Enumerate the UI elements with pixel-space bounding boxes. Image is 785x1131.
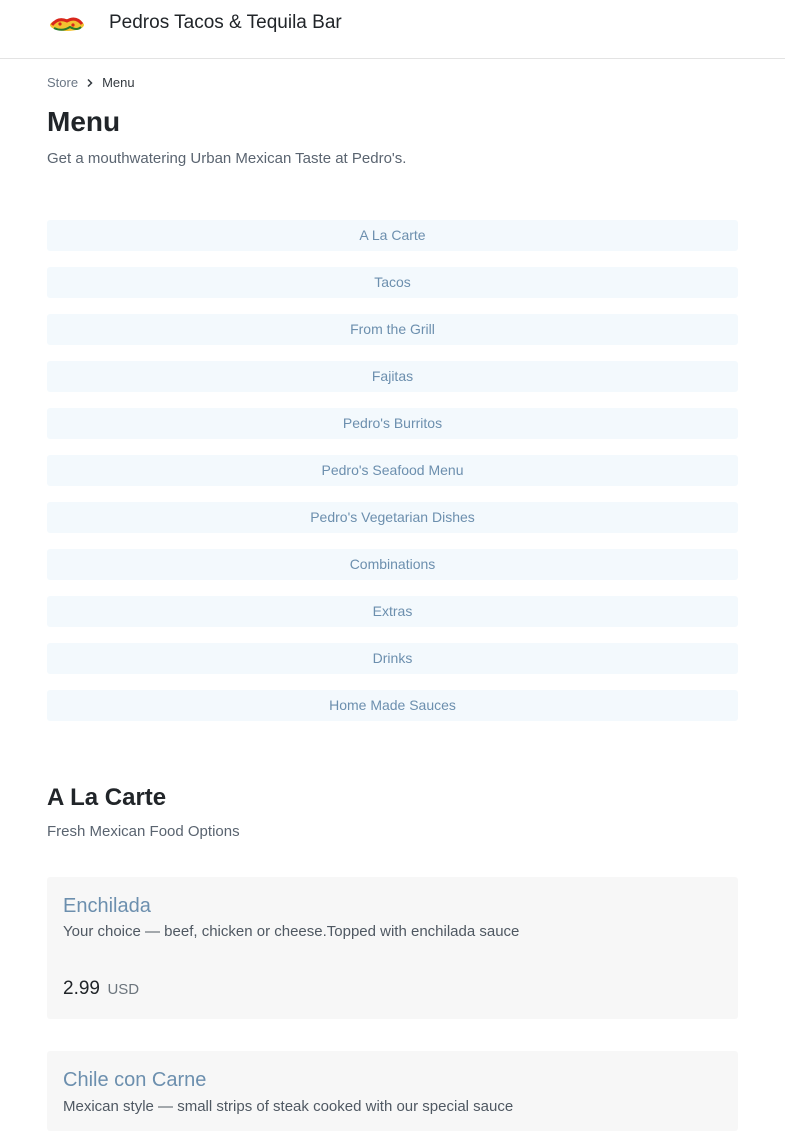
chevron-right-icon [84, 77, 96, 89]
menu-item-card[interactable] [47, 877, 738, 1019]
menu-item-name[interactable]: Enchilada [63, 895, 151, 917]
store-name[interactable]: Pedros Tacos & Tequila Bar [109, 12, 342, 33]
category-from-the-grill[interactable]: From the Grill [47, 314, 738, 345]
menu-item-description: Mexican style — small strips of steak cooked with our special sauce [63, 1098, 514, 1115]
category-a-la-carte[interactable]: A La Carte [47, 220, 738, 251]
page-title: Menu [47, 106, 121, 137]
breadcrumb [47, 74, 135, 90]
section-subtitle: Fresh Mexican Food Options [47, 823, 240, 840]
category-extras[interactable]: Extras [47, 596, 738, 627]
breadcrumb-store-link[interactable]: Store [47, 74, 79, 90]
category-home-made-sauces[interactable]: Home Made Sauces [47, 690, 738, 721]
category-tacos[interactable]: Tacos [47, 267, 738, 298]
category-drinks[interactable]: Drinks [47, 643, 738, 674]
menu-item-description: Your choice — beef, chicken or cheese.Topped with enchilada sauce [63, 923, 520, 940]
price-currency: USD [107, 981, 140, 998]
price-value: 2.99 [63, 978, 100, 999]
breadcrumb-current: Menu [102, 74, 135, 90]
menu-item-price [63, 978, 139, 1000]
category-nav [47, 220, 738, 737]
category-pedros-burritos[interactable]: Pedro's Burritos [47, 408, 738, 439]
top-bar [0, 0, 785, 59]
category-fajitas[interactable]: Fajitas [47, 361, 738, 392]
page-subtitle: Get a mouthwatering Urban Mexican Taste at Pedro's. [47, 150, 407, 167]
menu-item-card[interactable] [47, 1051, 738, 1131]
category-pedros-seafood-menu[interactable]: Pedro's Seafood Menu [47, 455, 738, 486]
section-title: A La Carte [47, 784, 167, 811]
pedros-logo-icon[interactable] [48, 12, 86, 36]
menu-item-name[interactable]: Chile con Carne [63, 1069, 207, 1091]
category-pedros-vegetarian-dishes[interactable]: Pedro's Vegetarian Dishes [47, 502, 738, 533]
category-combinations[interactable]: Combinations [47, 549, 738, 580]
